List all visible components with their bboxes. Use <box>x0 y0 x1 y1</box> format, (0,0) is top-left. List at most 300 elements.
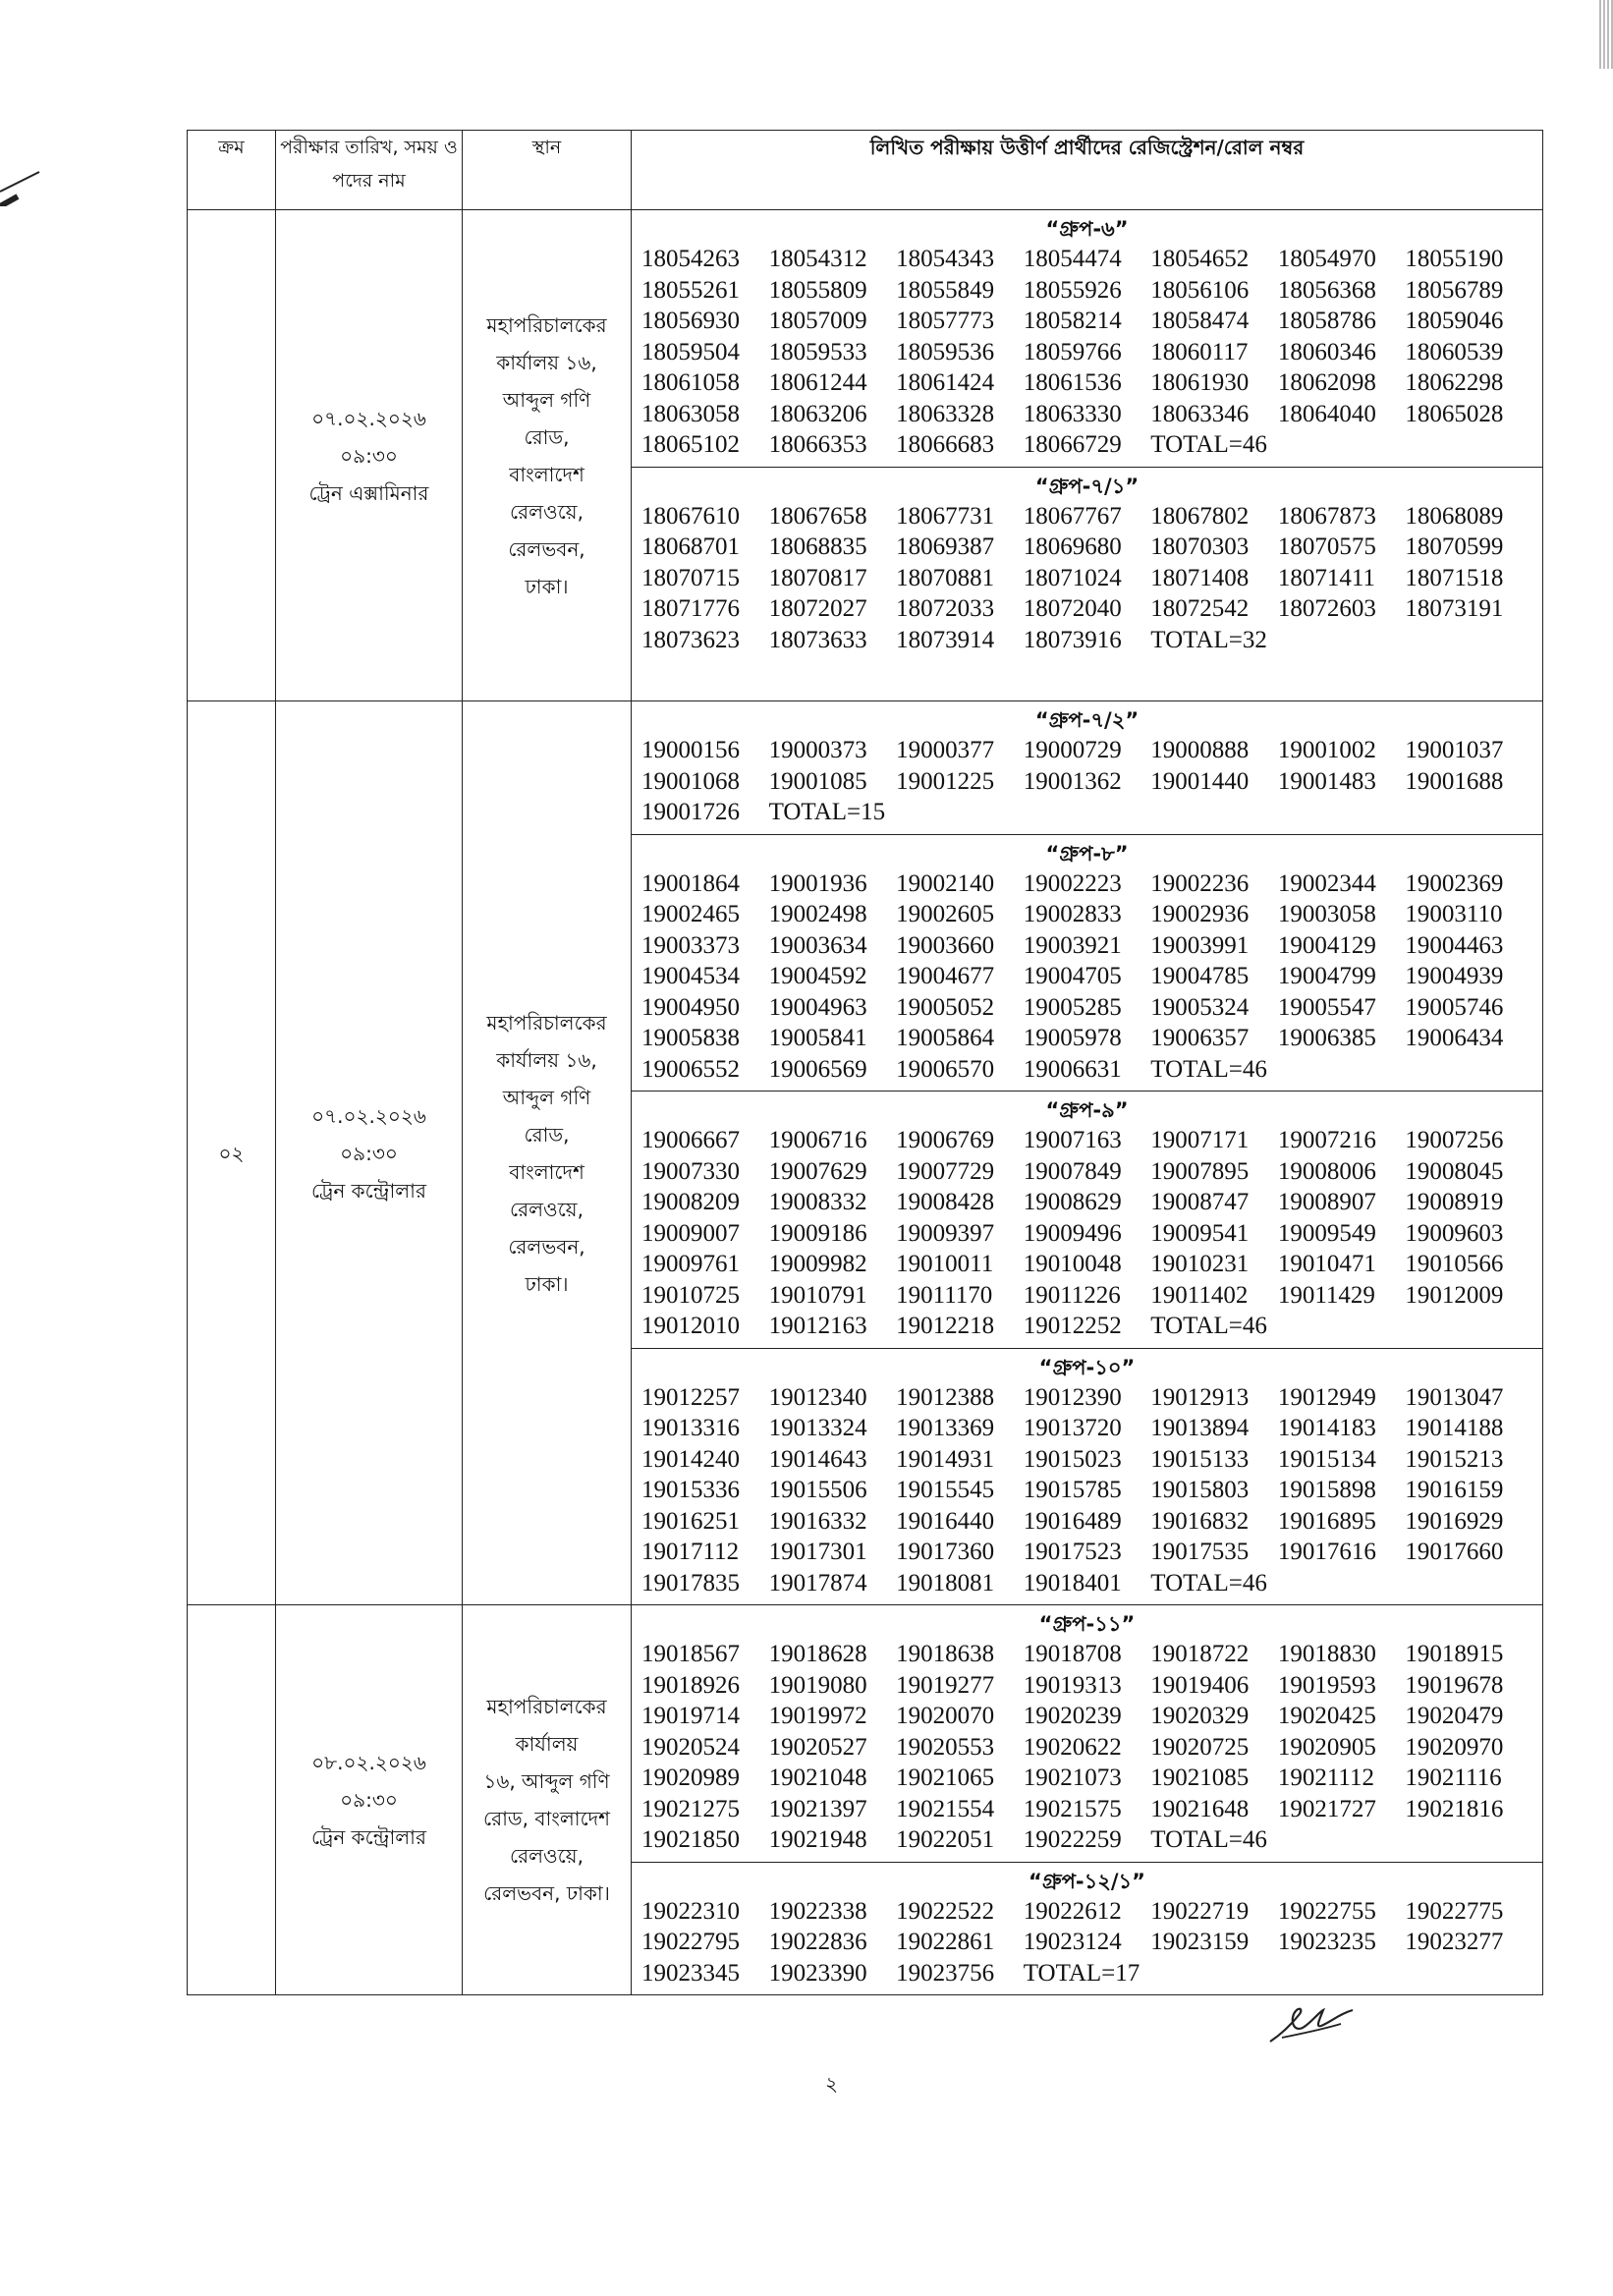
roll-number: 19001440 <box>1150 767 1250 795</box>
roll-number: 19000888 <box>1150 737 1250 763</box>
roll-number: 18063330 <box>1023 400 1122 427</box>
roll-number: 19012913 <box>1150 1383 1250 1411</box>
exam-post: ট্রেন কন্ট্রোলার <box>311 1825 426 1849</box>
roll-number: 19002369 <box>1405 869 1504 897</box>
roll-number: 19013369 <box>896 1415 995 1441</box>
roll-number: 19001864 <box>641 869 740 897</box>
place-line: মহাপরিচালকের <box>486 1010 607 1035</box>
roll-number: 19009397 <box>896 1219 995 1247</box>
roll-number: 19015898 <box>1277 1477 1376 1503</box>
roll-number: 18055849 <box>896 276 995 304</box>
roll-number: 19015133 <box>1150 1445 1250 1473</box>
roll-number: 18055190 <box>1405 246 1504 272</box>
roll-number: 19017874 <box>768 1569 867 1596</box>
roll-number: 19013894 <box>1150 1415 1250 1441</box>
roll-number: 19020070 <box>896 1703 995 1729</box>
roll-number: 18069680 <box>1023 533 1122 560</box>
group-title: “গ্রুপ-৮” <box>1045 841 1129 866</box>
roll-number: 18060346 <box>1277 338 1376 365</box>
group-total: TOTAL=46 <box>1150 431 1267 458</box>
roll-number: 19023756 <box>896 1959 995 1987</box>
exam-date: ০৭.০২.২০২৬ <box>311 406 426 430</box>
header-serial: ক্রম <box>188 131 276 210</box>
roll-number: 19022836 <box>768 1929 867 1955</box>
roll-number: 18071411 <box>1277 564 1375 591</box>
place-line: রোড, <box>524 1122 570 1147</box>
place-line: কার্যালয় <box>515 1732 579 1756</box>
roll-number: 19021648 <box>1150 1795 1250 1822</box>
roll-number: 19005052 <box>896 993 995 1021</box>
roll-number: 19015785 <box>1023 1477 1122 1503</box>
roll-number: 19006552 <box>641 1055 740 1083</box>
roll-number: 19012388 <box>896 1383 995 1411</box>
roll-group <box>632 468 1542 662</box>
roll-number: 19017112 <box>641 1539 740 1565</box>
roll-number: 18073633 <box>768 626 867 653</box>
roll-number: 18056930 <box>641 308 740 334</box>
roll-number: 19022310 <box>641 1897 740 1925</box>
roll-number: 19006667 <box>641 1127 740 1153</box>
roll-number: 19009603 <box>1405 1219 1504 1247</box>
roll-number: 18066683 <box>896 431 995 458</box>
roll-number: 18055926 <box>1023 276 1122 304</box>
roll-group <box>632 1092 1542 1349</box>
place-line: ঢাকা। <box>525 1271 569 1296</box>
roll-number: 19009549 <box>1277 1219 1376 1247</box>
roll-number: 18067873 <box>1277 502 1376 530</box>
roll-number: 19016489 <box>1023 1507 1122 1535</box>
roll-number: 18073916 <box>1023 626 1122 653</box>
roll-number: 19017616 <box>1277 1539 1376 1565</box>
roll-list <box>641 1125 1532 1342</box>
place-line: রেলওয়ে, <box>510 1844 584 1868</box>
group-total: TOTAL=46 <box>1150 1313 1267 1339</box>
roll-number: 19019406 <box>1150 1671 1250 1699</box>
roll-number: 18066353 <box>768 431 867 458</box>
roll-number: 19002236 <box>1150 869 1250 897</box>
roll-group <box>632 1863 1542 1995</box>
roll-number: 19023235 <box>1277 1929 1376 1955</box>
roll-number: 19021085 <box>1150 1764 1250 1791</box>
roll-number: 19007629 <box>768 1157 867 1185</box>
roll-number: 19011170 <box>896 1281 993 1309</box>
exam-block <box>188 210 1543 701</box>
place-line: কার্যালয় ১৬, <box>496 1047 597 1072</box>
roll-group <box>632 210 1542 468</box>
roll-number: 19003634 <box>768 931 867 959</box>
exam-date: ০৮.০২.২০২৬ <box>311 1751 426 1774</box>
roll-number: 19001483 <box>1277 767 1376 795</box>
roll-number: 19003991 <box>1150 931 1250 959</box>
roll-number: 19021048 <box>768 1764 867 1791</box>
roll-number: 19001362 <box>1023 767 1122 795</box>
roll-number: 18062098 <box>1277 369 1376 396</box>
roll-number: 19019313 <box>1023 1671 1122 1699</box>
group-total: TOTAL=46 <box>1150 1569 1267 1596</box>
roll-group <box>632 835 1542 1092</box>
place-line: মহাপরিচালকের <box>486 312 607 337</box>
roll-number: 19008209 <box>641 1189 740 1215</box>
roll-numbers-cell <box>632 210 1543 701</box>
roll-number: 19022051 <box>896 1826 995 1853</box>
roll-number: 19002605 <box>896 901 995 927</box>
place-line: ঢাকা। <box>525 574 569 598</box>
roll-number: 18059536 <box>896 338 995 365</box>
group-title: “গ্রুপ-৭/২” <box>1034 708 1140 732</box>
roll-number: 18054263 <box>641 246 740 272</box>
roll-number: 18071518 <box>1405 564 1504 591</box>
roll-number: 19023277 <box>1405 1929 1504 1955</box>
roll-number: 19010725 <box>641 1281 740 1309</box>
roll-number: 19015506 <box>768 1477 867 1503</box>
group-total: TOTAL=32 <box>1150 626 1267 653</box>
roll-number: 19017660 <box>1405 1539 1504 1565</box>
roll-number: 19012163 <box>768 1313 867 1339</box>
roll-number: 19015213 <box>1405 1445 1504 1473</box>
roll-number: 19001726 <box>641 799 740 825</box>
roll-number: 19011429 <box>1277 1281 1375 1309</box>
roll-number: 19018926 <box>641 1671 740 1699</box>
roll-number: 19016832 <box>1150 1507 1250 1535</box>
roll-number: 19006769 <box>896 1127 995 1153</box>
roll-number: 19013316 <box>641 1415 740 1441</box>
roll-number: 19004677 <box>896 963 995 989</box>
roll-number: 19005978 <box>1023 1025 1122 1051</box>
roll-number: 18056789 <box>1405 276 1504 304</box>
roll-number: 18058786 <box>1277 308 1376 334</box>
roll-number: 18054970 <box>1277 246 1376 272</box>
roll-number: 19006631 <box>1023 1055 1122 1083</box>
roll-number: 19007163 <box>1023 1127 1122 1153</box>
roll-number: 18061930 <box>1150 369 1250 396</box>
group-total: TOTAL=46 <box>1150 1055 1267 1083</box>
roll-number: 19012340 <box>768 1383 867 1411</box>
roll-number: 18070303 <box>1150 533 1250 560</box>
roll-number: 19021073 <box>1023 1764 1122 1791</box>
roll-number: 18064040 <box>1277 400 1376 427</box>
roll-number: 19022259 <box>1023 1826 1122 1853</box>
roll-list <box>641 1382 1532 1599</box>
roll-number: 18073623 <box>641 626 740 653</box>
roll-number: 19020329 <box>1150 1703 1250 1729</box>
roll-number: 18055809 <box>768 276 867 304</box>
group-title: “গ্রুপ-১১” <box>1038 1612 1136 1636</box>
roll-number: 19005864 <box>896 1025 995 1051</box>
group-title: “গ্রুপ-১২/১” <box>1029 1869 1145 1893</box>
exam-block <box>188 701 1543 1605</box>
roll-number: 19004950 <box>641 993 740 1021</box>
roll-number: 19006569 <box>768 1055 867 1083</box>
roll-number: 18059766 <box>1023 338 1122 365</box>
roll-number: 19012218 <box>896 1313 995 1339</box>
roll-number: 19015545 <box>896 1477 995 1503</box>
roll-number: 18061536 <box>1023 369 1122 396</box>
roll-number: 19007171 <box>1150 1127 1250 1153</box>
roll-number: 19002140 <box>896 869 995 897</box>
roll-number: 18073914 <box>896 626 995 653</box>
roll-number: 19020622 <box>1023 1733 1122 1761</box>
roll-number: 19023159 <box>1150 1929 1250 1955</box>
exam-date: ০৭.০২.২০২৬ <box>311 1103 426 1128</box>
roll-number: 18059533 <box>768 338 867 365</box>
roll-number: 19000729 <box>1023 737 1122 763</box>
roll-number: 19014931 <box>896 1445 995 1473</box>
roll-number: 18062298 <box>1405 369 1504 396</box>
roll-number: 19021575 <box>1023 1795 1122 1822</box>
roll-number: 19015803 <box>1150 1477 1250 1503</box>
roll-number: 19020527 <box>768 1733 867 1761</box>
roll-group <box>632 1605 1542 1863</box>
roll-number: 19017535 <box>1150 1539 1250 1565</box>
roll-group <box>632 1349 1542 1605</box>
roll-number: 19018567 <box>641 1641 740 1667</box>
roll-number: 19012009 <box>1405 1281 1504 1309</box>
roll-number: 19008428 <box>896 1189 995 1215</box>
roll-number: 19008006 <box>1277 1157 1376 1185</box>
roll-number: 19004799 <box>1277 963 1376 989</box>
exam-post: ট্রেন কন্ট্রোলার <box>311 1178 426 1203</box>
roll-number: 19021065 <box>896 1764 995 1791</box>
roll-number: 19022612 <box>1023 1897 1122 1925</box>
roll-number: 19016159 <box>1405 1477 1504 1503</box>
roll-number: 19008332 <box>768 1189 867 1215</box>
roll-number: 18067731 <box>896 502 995 530</box>
date-time-post-cell <box>276 1605 463 1995</box>
roll-number: 19001068 <box>641 767 740 795</box>
roll-number: 19015023 <box>1023 1445 1122 1473</box>
roll-number: 19004785 <box>1150 963 1250 989</box>
roll-number: 18065028 <box>1405 400 1504 427</box>
roll-number: 18072603 <box>1277 595 1376 622</box>
roll-number: 19018915 <box>1405 1641 1504 1667</box>
page-edge-mark <box>0 0 59 206</box>
roll-number: 19009541 <box>1150 1219 1250 1247</box>
roll-number: 19005547 <box>1277 993 1376 1021</box>
roll-number: 18056368 <box>1277 276 1376 304</box>
place-line: বাংলাদেশ <box>509 1159 584 1184</box>
roll-number: 19005841 <box>768 1025 867 1051</box>
place-line: রোড, বাংলাদেশ <box>483 1807 610 1830</box>
roll-number: 19008747 <box>1150 1189 1250 1215</box>
roll-number: 19009761 <box>641 1251 740 1277</box>
roll-list <box>641 244 1532 461</box>
roll-number: 18068701 <box>641 533 740 560</box>
roll-number: 19017523 <box>1023 1539 1122 1565</box>
roll-number: 18070881 <box>896 564 995 591</box>
roll-number: 18058214 <box>1023 308 1122 334</box>
roll-number: 18071408 <box>1150 564 1250 591</box>
exam-time: ০৯:৩০ <box>340 1141 398 1165</box>
roll-number: 19013324 <box>768 1415 867 1441</box>
roll-number: 19004534 <box>641 963 740 989</box>
place-cell <box>463 1605 632 1995</box>
date-time-post-cell <box>276 210 463 701</box>
roll-number: 18060539 <box>1405 338 1504 365</box>
roll-number: 19020970 <box>1405 1733 1504 1761</box>
roll-number: 19010048 <box>1023 1251 1122 1277</box>
group-total: TOTAL=17 <box>1023 1959 1140 1987</box>
scan-edge <box>1599 0 1613 69</box>
results-table <box>187 130 1543 1995</box>
roll-number: 19020479 <box>1405 1703 1504 1729</box>
roll-number: 19018081 <box>896 1569 995 1596</box>
roll-number: 19019277 <box>896 1671 995 1699</box>
roll-number: 19006434 <box>1405 1025 1504 1051</box>
roll-number: 19007895 <box>1150 1157 1250 1185</box>
roll-number: 19021116 <box>1405 1764 1502 1791</box>
place-line: ১৬, আব্দুল গণি <box>483 1769 610 1793</box>
roll-list <box>641 735 1532 828</box>
roll-number: 19007256 <box>1405 1127 1504 1153</box>
roll-number: 19005285 <box>1023 993 1122 1021</box>
roll-number: 19016929 <box>1405 1507 1504 1535</box>
roll-number: 19001936 <box>768 869 867 897</box>
roll-number: 18067658 <box>768 502 867 530</box>
roll-number: 18063346 <box>1150 400 1250 427</box>
roll-number: 19008919 <box>1405 1189 1504 1215</box>
roll-number: 19016332 <box>768 1507 867 1535</box>
roll-number: 18072027 <box>768 595 867 622</box>
roll-number: 19014188 <box>1405 1415 1504 1441</box>
roll-number: 18072040 <box>1023 595 1122 622</box>
roll-list <box>641 1896 1532 1989</box>
roll-number: 18061058 <box>641 369 740 396</box>
roll-number: 19018401 <box>1023 1569 1122 1596</box>
group-total: TOTAL=15 <box>768 799 886 825</box>
place-line: আব্দুল গণি <box>502 1085 591 1109</box>
roll-number: 19018830 <box>1277 1641 1376 1667</box>
place-line: রেলভবন, <box>508 536 585 561</box>
place-line: আব্দুল গণি <box>502 387 591 412</box>
group-title: “গ্রুপ-৬” <box>1045 217 1129 241</box>
roll-number: 19017835 <box>641 1569 740 1596</box>
roll-number: 19003660 <box>896 931 995 959</box>
roll-list <box>641 1639 1532 1856</box>
roll-number: 19011402 <box>1150 1281 1249 1309</box>
roll-number: 18057773 <box>896 308 995 334</box>
roll-number: 19009982 <box>768 1251 867 1277</box>
roll-number: 19009186 <box>768 1219 867 1247</box>
roll-number: 19017301 <box>768 1539 867 1565</box>
date-time-post-cell <box>276 701 463 1605</box>
roll-number: 19002223 <box>1023 869 1122 897</box>
roll-number: 19021850 <box>641 1826 740 1853</box>
roll-number: 19003058 <box>1277 901 1376 927</box>
roll-number: 18061424 <box>896 369 995 396</box>
roll-number: 18070575 <box>1277 533 1376 560</box>
roll-number: 19005838 <box>641 1025 740 1051</box>
roll-number: 19022719 <box>1150 1897 1250 1925</box>
roll-number: 19005324 <box>1150 993 1250 1021</box>
roll-number: 18059046 <box>1405 308 1504 334</box>
roll-number: 19022338 <box>768 1897 867 1925</box>
roll-number: 18068835 <box>768 533 867 560</box>
roll-number: 18061244 <box>768 369 867 396</box>
roll-number: 19010011 <box>896 1251 994 1277</box>
roll-number: 18063206 <box>768 400 867 427</box>
roll-number: 18072542 <box>1150 595 1250 622</box>
place-line: রেলভবন, <box>508 1234 585 1259</box>
roll-number: 19004705 <box>1023 963 1122 989</box>
roll-number: 19007729 <box>896 1157 995 1185</box>
roll-number: 19004939 <box>1405 963 1504 989</box>
roll-number: 18072033 <box>896 595 995 622</box>
roll-number: 19012252 <box>1023 1313 1122 1339</box>
roll-number: 19013720 <box>1023 1415 1122 1441</box>
roll-number: 19000156 <box>641 737 740 763</box>
roll-number: 18057009 <box>768 308 867 334</box>
roll-number: 19006357 <box>1150 1025 1250 1051</box>
roll-number: 19016895 <box>1277 1507 1376 1535</box>
roll-numbers-cell <box>632 701 1543 1605</box>
header-date-time-post: পরীক্ষার তারিখ, সময় ও পদের নাম <box>276 131 463 210</box>
roll-number: 19002498 <box>768 901 867 927</box>
roll-number: 19021275 <box>641 1795 740 1822</box>
roll-number: 19001688 <box>1405 767 1504 795</box>
group-total: TOTAL=46 <box>1150 1826 1267 1853</box>
group-title: “গ্রুপ-১০” <box>1038 1355 1136 1379</box>
roll-number: 19021816 <box>1405 1795 1504 1822</box>
roll-number: 19000377 <box>896 737 995 763</box>
roll-number: 19021727 <box>1277 1795 1376 1822</box>
roll-number: 19012010 <box>641 1313 740 1339</box>
roll-number: 18059504 <box>641 338 740 365</box>
roll-numbers-cell <box>632 1605 1543 1995</box>
serial-cell: ০২ <box>188 701 276 1605</box>
roll-number: 19004463 <box>1405 931 1504 959</box>
roll-number: 19009007 <box>641 1219 740 1247</box>
roll-number: 18058474 <box>1150 308 1250 334</box>
roll-number: 18067610 <box>641 502 740 530</box>
roll-number: 19018722 <box>1150 1641 1250 1667</box>
roll-number: 18071024 <box>1023 564 1122 591</box>
roll-number: 19008045 <box>1405 1157 1504 1185</box>
roll-number: 18070817 <box>768 564 867 591</box>
roll-number: 19020239 <box>1023 1703 1122 1729</box>
place-line: মহাপরিচালকের <box>486 1695 607 1718</box>
roll-number: 19021112 <box>1277 1764 1374 1791</box>
roll-number: 19001225 <box>896 767 995 795</box>
roll-number: 19023390 <box>768 1959 867 1987</box>
exam-post: ট্রেন এক্সামিনার <box>308 480 429 505</box>
roll-number: 19016440 <box>896 1507 995 1535</box>
roll-number: 19016251 <box>641 1507 740 1535</box>
roll-number: 18063058 <box>641 400 740 427</box>
roll-number: 19001085 <box>768 767 867 795</box>
roll-number: 19004129 <box>1277 931 1376 959</box>
roll-number: 19023124 <box>1023 1929 1122 1955</box>
exam-time: ০৯:৩০ <box>340 1788 398 1812</box>
roll-number: 19018628 <box>768 1641 867 1667</box>
roll-number: 19006570 <box>896 1055 995 1083</box>
exam-time: ০৯:৩০ <box>340 443 398 468</box>
roll-number: 19008629 <box>1023 1189 1122 1215</box>
roll-number: 19020905 <box>1277 1733 1376 1761</box>
roll-number: 18067767 <box>1023 502 1122 530</box>
roll-number: 19002936 <box>1150 901 1250 927</box>
roll-number: 19012257 <box>641 1383 740 1411</box>
roll-number: 18071776 <box>641 595 740 622</box>
roll-number: 19015336 <box>641 1477 740 1503</box>
roll-number: 19020553 <box>896 1733 995 1761</box>
roll-number: 18066729 <box>1023 431 1122 458</box>
roll-number: 19022775 <box>1405 1897 1504 1925</box>
serial-cell <box>188 1605 276 1995</box>
roll-number: 18073191 <box>1405 595 1504 622</box>
roll-list <box>641 868 1532 1086</box>
roll-number: 19006385 <box>1277 1025 1376 1051</box>
roll-number: 19013047 <box>1405 1383 1504 1411</box>
